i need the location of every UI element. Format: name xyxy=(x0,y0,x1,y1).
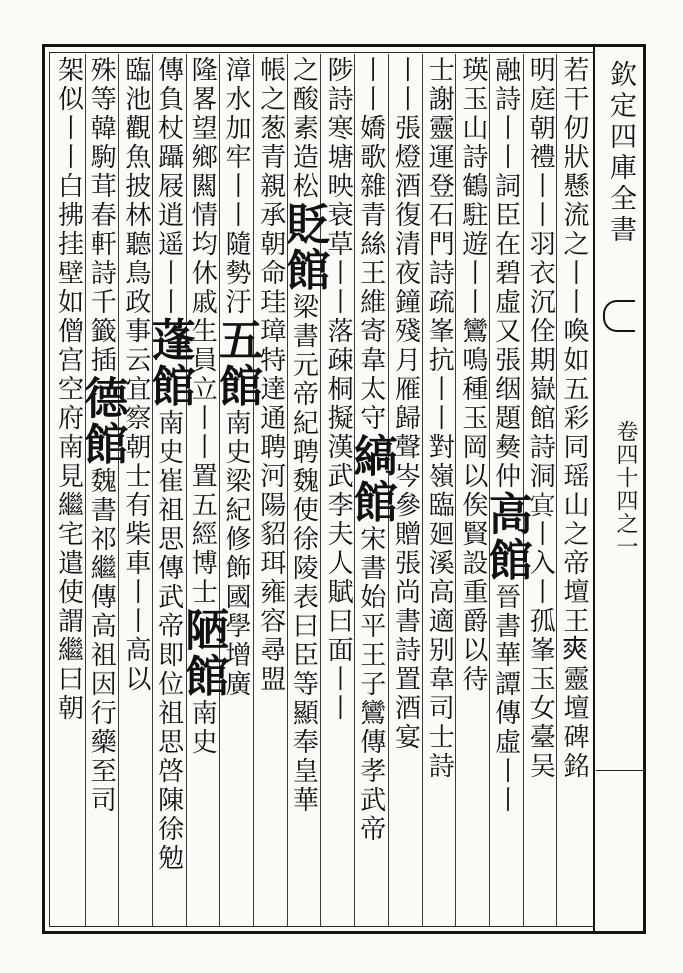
fishtail-mark xyxy=(603,300,635,332)
book-title: 欽定四庫全書 xyxy=(605,60,636,246)
gutter-divider xyxy=(596,770,644,771)
column-text: 擬漢武李夫人賦曰面丨丨 xyxy=(323,404,354,723)
column-text: 政事云宜察朝士有柴車丨丨高以 xyxy=(120,288,151,694)
column-text: 親承朝命珪璋特達通聘河陽貂珥雍容尋盟 xyxy=(255,172,286,694)
column-text: 南史 xyxy=(187,699,218,757)
column-text: 丨丨嬌歌雜青絲王維寄韋太守 xyxy=(355,56,386,433)
column-text: 南史梁紀修飾國學增廣 xyxy=(220,409,251,699)
column-text: 宋書始平王子鸞傳孝武帝 xyxy=(355,525,386,844)
column-text: 融詩丨丨詞臣在碧虛又張𬘡題𢑱仲 xyxy=(490,56,521,491)
column-text: 之酸素造松 xyxy=(288,56,319,201)
entry-heading: 德館 xyxy=(76,375,128,467)
entry-heading: 陋館 xyxy=(177,607,229,699)
column-text: 帳之葱青 xyxy=(255,56,286,172)
column-text: 傳負杖躡屐逍遥丨丨 xyxy=(153,56,184,317)
column-text: 以俟賢設重爵以待 xyxy=(457,462,488,694)
column-text: 明庭朝禮丨丨羽衣沉佺期嶽館詩洞𡨋丨入丨孤峯玉女臺吴 xyxy=(525,56,556,781)
entry-heading: 貶館 xyxy=(278,201,330,293)
entry-heading: 縞館 xyxy=(345,433,397,525)
column-text: 空府南見繼宅遣使謂繼曰朝 xyxy=(53,375,84,723)
volume-label: 卷四十四之一 xyxy=(613,420,638,558)
column-text: 士謝靈運登石門詩疏峯抗丨丨對嶺臨廻溪高適别韋司士詩 xyxy=(424,56,455,781)
column-text: 生員立丨丨置五經博士 xyxy=(187,317,218,607)
column-text: 隆畧望鄉闗情均休戚 xyxy=(187,56,218,317)
column-text: 晉書華譚傳虛丨丨 xyxy=(490,583,521,815)
column-text: 丨丨張燈酒復清夜鐘殘月雁歸聲岑參贈張尚書詩置酒宴 xyxy=(390,56,421,752)
column-text: 梁書元帝紀聘魏使徐陵表曰臣等顯奉皇華 xyxy=(288,293,319,815)
column-text: 漳水加牢丨丨隨勢汙 xyxy=(220,56,251,317)
column-text: 陟詩寒塘映衰草丨丨落疎桐 xyxy=(323,56,354,404)
entry-heading: 高館 xyxy=(480,491,532,583)
column-text: 臨池觀魚披林聽鳥 xyxy=(120,56,151,288)
column-text: 若干仞狀懸流之丨丨喚如五彩同瑶山之帝壇王𡙁靈壇碑銘 xyxy=(558,56,589,781)
column-text: 架似丨丨白拂挂壁如僧宫 xyxy=(53,56,84,375)
entry-heading: 五館 xyxy=(210,317,262,409)
column-text: 瑛玉山詩鶴駐遊丨丨鸞鳴種玉岡 xyxy=(457,56,488,462)
column-text: 南史崔祖思傳武帝即位祖思啓陳 xyxy=(153,409,184,815)
column-text: 徐勉 xyxy=(153,815,184,873)
column-text: 魏書祁繼傳高祖因行藥至司 xyxy=(86,467,117,815)
entry-heading: 蓬館 xyxy=(143,317,195,409)
text-column xyxy=(43,56,93,926)
column-text: 殊等韓駒茸春軒詩千籤插 xyxy=(86,56,117,375)
